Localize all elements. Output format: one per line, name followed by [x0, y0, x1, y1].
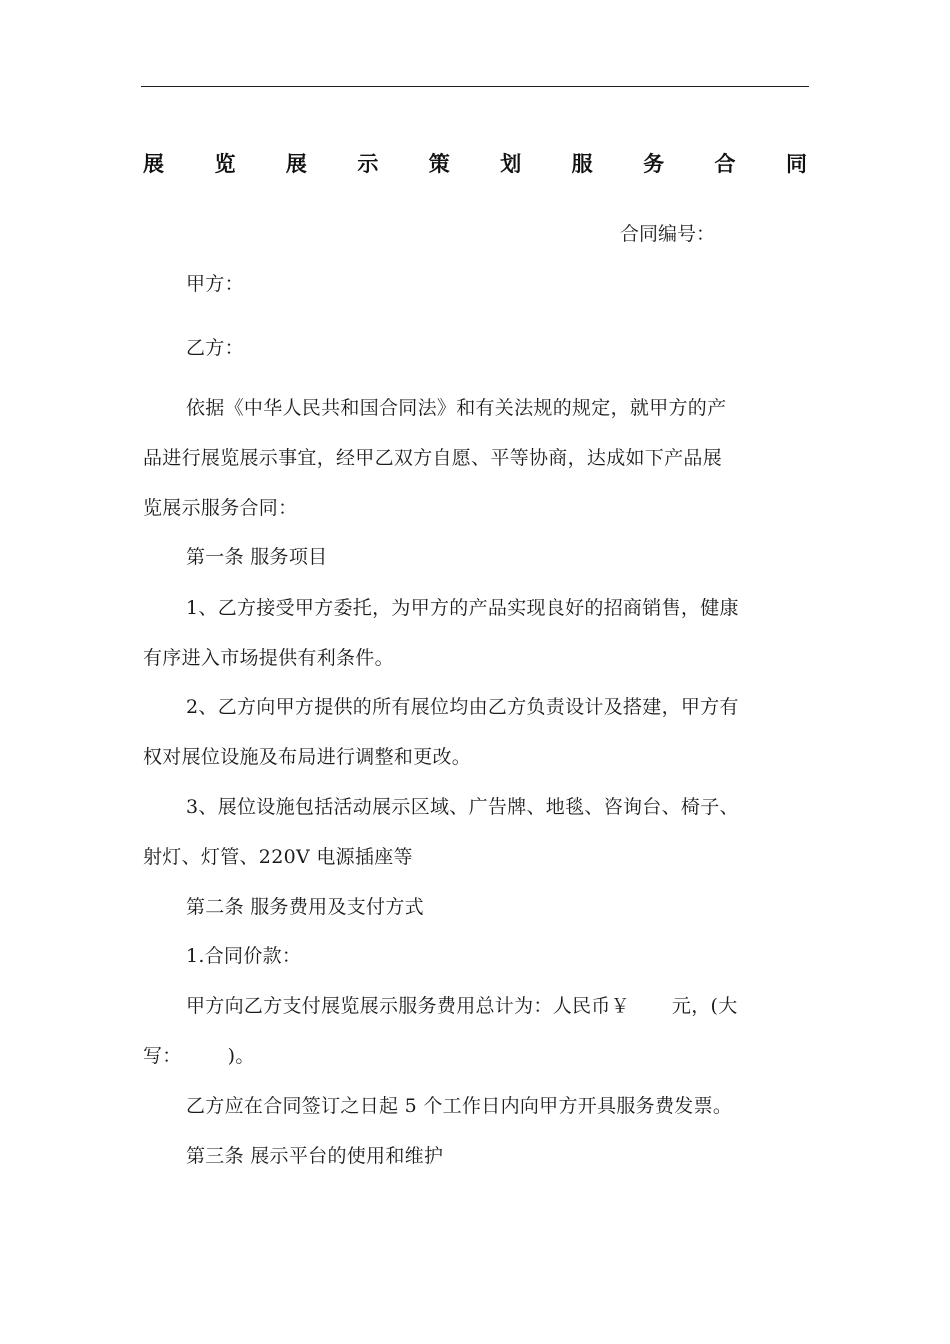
- title-char: 合: [714, 152, 736, 176]
- article-1-item-1-line-2: 有序进入市场提供有利条件。: [143, 647, 394, 669]
- payment-line-1: [186, 994, 738, 1018]
- article-1-item-3-line-1: 3、展位设施包括活动展示区域、广告牌、地毯、咨询台、椅子、: [186, 796, 739, 818]
- title-char: 划: [500, 152, 522, 176]
- contract-price-label: 1.合同价款：: [186, 945, 302, 967]
- intro-line-1: 依据《中华人民共和国合同法》和有关法规的规定，就甲方的产: [186, 397, 727, 419]
- payment-text-2: 元，(大: [671, 995, 738, 1017]
- title-char: 展: [143, 152, 164, 176]
- title-char: 览: [214, 152, 236, 176]
- amount-in-words-close: )。: [227, 1045, 255, 1067]
- intro-line-3: 览展示服务合同：: [143, 497, 298, 519]
- title-char: 示: [357, 152, 379, 176]
- title-char: 策: [428, 152, 450, 176]
- title-char: 同: [785, 152, 807, 176]
- invoice-clause: 乙方应在合同签订之日起 5 个工作日内向甲方开具服务费发票。: [186, 1095, 733, 1117]
- payment-text: 甲方向乙方支付展览展示服务费用总计为：人民币￥: [186, 995, 630, 1017]
- article-1-item-2-line-2: 权对展位设施及布局进行调整和更改。: [143, 746, 472, 768]
- contract-number-label: 合同编号：: [620, 223, 716, 245]
- document-title: [143, 148, 807, 178]
- party-b-label: 乙方：: [186, 337, 244, 359]
- article-2-heading: 第二条 服务费用及支付方式: [186, 896, 424, 918]
- title-char: 服: [571, 152, 593, 176]
- article-1-heading: 第一条 服务项目: [186, 546, 328, 568]
- party-a-label: 甲方：: [186, 273, 244, 295]
- title-char: 展: [285, 152, 307, 176]
- article-1-item-3-line-2: 射灯、灯管、220V 电源插座等: [143, 846, 413, 868]
- header-rule: [141, 86, 809, 87]
- title-char: 务: [643, 152, 665, 176]
- amount-in-words-label: 写：: [143, 1045, 182, 1067]
- article-1-item-2-line-1: 2、乙方向甲方提供的所有展位均由乙方负责设计及搭建，甲方有: [186, 696, 739, 718]
- payment-line-2: [143, 1044, 255, 1068]
- article-3-heading: 第三条 展示平台的使用和维护: [186, 1145, 444, 1167]
- article-1-item-1-line-1: 1、乙方接受甲方委托，为甲方的产品实现良好的招商销售，健康: [186, 597, 739, 619]
- intro-line-2: 品进行展览展示事宜，经甲乙双方自愿、平等协商，达成如下产品展: [143, 447, 723, 469]
